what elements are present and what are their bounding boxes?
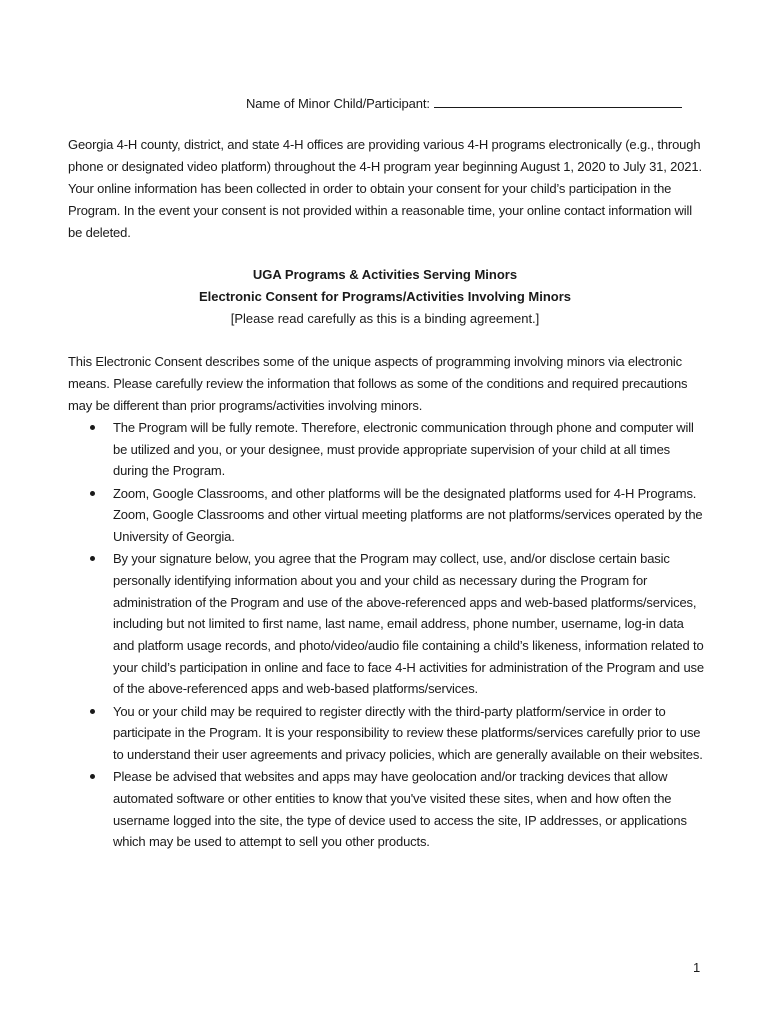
bullet-icon: [90, 709, 95, 714]
list-item: [68, 766, 708, 853]
heading-electronic-consent: Electronic Consent for Programs/Activities Involving Minors: [198, 289, 572, 304]
conditions-list: [68, 417, 708, 854]
bullet-icon: [90, 556, 95, 561]
list-item-text: The Program will be fully remote. Therefore, electronic communication through phone and computer will be utilized and you, or your designee, must provide appropriate supervision of your child at all times during the Program.: [113, 420, 694, 479]
bullet-icon: [90, 491, 95, 496]
participant-name-field: [246, 94, 682, 111]
heading-programs-serving-minors: UGA Programs & Activities Serving Minors: [252, 267, 518, 282]
intro-paragraph: Georgia 4-H county, district, and state 4-H offices are providing various 4-H programs electronically (e.g., through phone or designated video platform) throughout the 4-H program year beginning August 1, 2020 to July 31, 2021. Your online information has been collected in order to obtain your consent for your child’s participation in the Program. In the event your consent is not provided within a reasonable time, your online contact information will be deleted.: [68, 137, 702, 240]
list-item-text: Zoom, Google Classrooms, and other platforms will be the designated platforms used for 4-H Programs. Zoom, Google Classrooms and other virtual meeting platforms are not platforms/services operated by the University of Georgia.: [113, 485, 703, 545]
list-item-text: Please be advised that websites and apps may have geolocation and/or tracking devices that allow automated software or other entities to know that you've visited these sites, when and how often the username logged into the site, the type of device used to access the site, IP addresses, or applications which may be used to attempt to sell you other products.: [113, 769, 687, 850]
list-item: [68, 483, 708, 548]
list-item-text: You or your child may be required to register directly with the third-party platform/service in order to participate in the Program. It is your responsibility to review these platforms/services carefully prior to use to understand their user agreements and privacy policies, which are generally available on their websites.: [113, 703, 703, 763]
list-item: [68, 548, 708, 700]
bullet-icon: [90, 425, 95, 430]
list-item: [68, 701, 708, 766]
participant-name-label: Name of Minor Child/Participant:: [246, 96, 430, 111]
list-item-text: By your signature below, you agree that the Program may collect, use, and/or disclose certain basic personally identifying information about you and your child as necessary during the Program for administration of the Program and use of the above-referenced apps and web-based platforms/services, including but not limited to first name, last name, email address, phone number, username, log-in data and platform usage records, and photo/video/audio file containing a child’s likeness, information related to your child’s participation in online and face to face 4-H activities for administration of the Program and use of the above-referenced apps and web-based platforms/services.: [113, 551, 704, 697]
list-item: [68, 417, 708, 482]
binding-agreement-note: [Please read carefully as this is a binding agreement.]: [230, 311, 540, 326]
bullet-icon: [90, 774, 95, 779]
participant-name-blank[interactable]: [434, 94, 682, 108]
consent-description: This Electronic Consent describes some of the unique aspects of programming involving minors via electronic means. Please carefully review the information that follows as some of the conditions and required precautions may be different than prior programs/activities involving minors.: [68, 354, 688, 413]
page-number: 1: [693, 960, 701, 975]
